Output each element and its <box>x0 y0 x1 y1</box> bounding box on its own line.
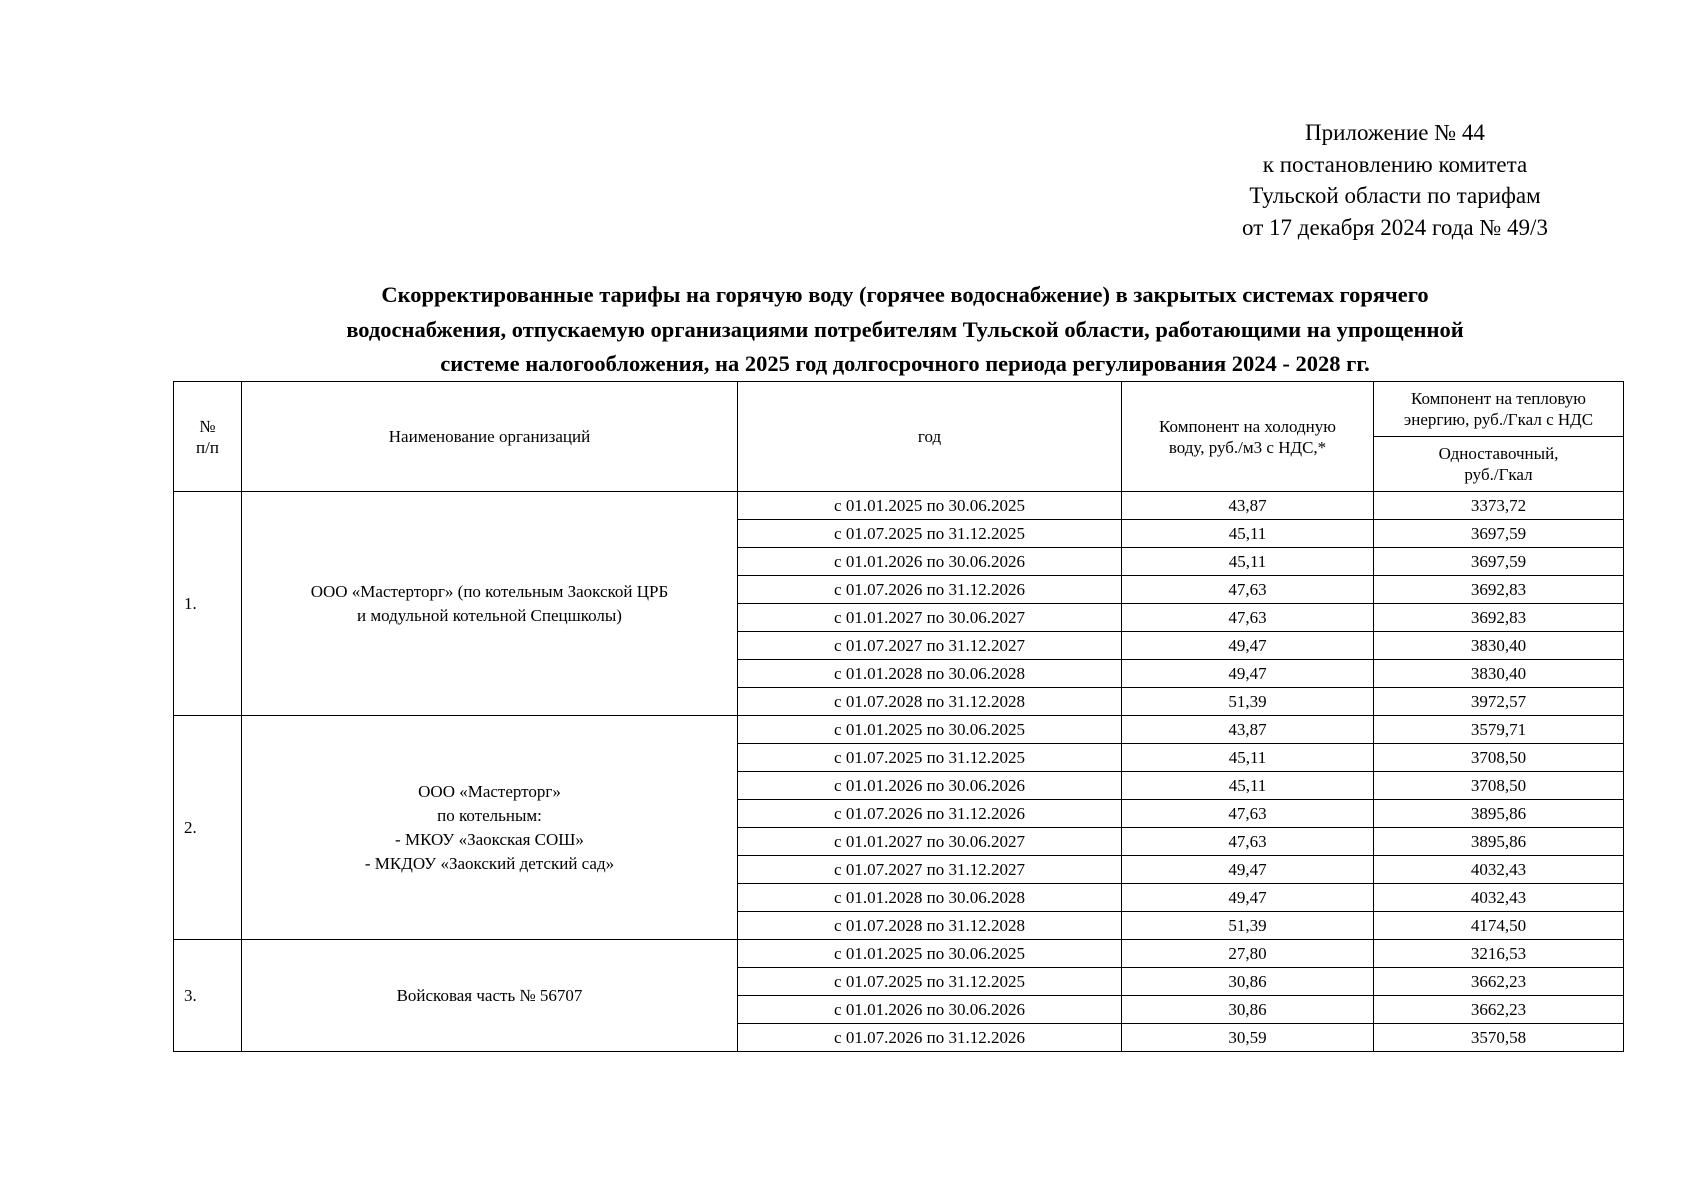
heat-energy-cell: 3708,50 <box>1374 772 1624 800</box>
cold-water-cell: 47,63 <box>1122 604 1374 632</box>
header-heat-component: Компонент на тепловую энергию, руб./Гкал с НДС <box>1374 382 1624 437</box>
table-header <box>174 382 1624 492</box>
cold-water-cell: 30,86 <box>1122 968 1374 996</box>
period-cell: с 01.01.2026 по 30.06.2026 <box>738 772 1122 800</box>
period-cell: с 01.07.2025 по 31.12.2025 <box>738 520 1122 548</box>
table-row <box>174 940 1624 968</box>
period-cell: с 01.07.2025 по 31.12.2025 <box>738 744 1122 772</box>
heat-energy-cell: 3662,23 <box>1374 996 1624 1024</box>
period-cell: с 01.07.2027 по 31.12.2027 <box>738 632 1122 660</box>
title-line: Скорректированные тарифы на горячую воду (горячее водоснабжение) в закрытых системах горячего <box>381 282 1429 307</box>
heat-energy-cell: 3662,23 <box>1374 968 1624 996</box>
org-name-line: ООО «Мастерторг» (по котельным Заокской ЦРБ <box>310 581 669 601</box>
org-name-line: и модульной котельной Спецшколы) <box>357 605 622 625</box>
period-cell: с 01.07.2028 по 31.12.2028 <box>738 688 1122 716</box>
period-cell: с 01.07.2027 по 31.12.2027 <box>738 856 1122 884</box>
header-cold-component: Компонент на холодную воду, руб./м3 с НДС,* <box>1122 382 1374 492</box>
cold-water-cell: 47,63 <box>1122 828 1374 856</box>
period-cell: с 01.07.2026 по 31.12.2026 <box>738 1024 1122 1052</box>
org-name-line: по котельным: <box>437 805 542 825</box>
cold-water-cell: 45,11 <box>1122 548 1374 576</box>
period-cell: с 01.01.2028 по 30.06.2028 <box>738 884 1122 912</box>
header-year: год <box>738 382 1122 492</box>
heat-energy-cell: 3692,83 <box>1374 576 1624 604</box>
period-cell: с 01.07.2026 по 31.12.2026 <box>738 576 1122 604</box>
annex-line: к постановлению комитета <box>1262 151 1528 177</box>
cold-water-cell: 45,11 <box>1122 520 1374 548</box>
cold-water-cell: 45,11 <box>1122 772 1374 800</box>
title-line: водоснабжения, отпускаемую организациями потребителям Тульской области, работающими на упрощенной <box>346 316 1464 342</box>
org-name-line: - МКДОУ «Заокский детский сад» <box>364 853 615 873</box>
annex-line: от 17 декабря 2024 года № 49/3 <box>1242 214 1548 240</box>
org-number: 2. <box>174 716 242 940</box>
period-cell: с 01.01.2027 по 30.06.2027 <box>738 604 1122 632</box>
heat-energy-cell: 4032,43 <box>1374 884 1624 912</box>
annex-line: Тульской области по тарифам <box>1249 183 1541 208</box>
header-single-rate: Одноставочный, руб./Гкал <box>1374 437 1624 492</box>
heat-energy-cell: 3972,57 <box>1374 688 1624 716</box>
org-name-line: Войсковая часть № 56707 <box>396 985 583 1005</box>
period-cell: с 01.01.2025 по 30.06.2025 <box>738 492 1122 520</box>
document-title <box>150 278 1660 382</box>
cold-water-cell: 30,86 <box>1122 996 1374 1024</box>
cold-water-cell: 51,39 <box>1122 912 1374 940</box>
period-cell: с 01.01.2025 по 30.06.2025 <box>738 716 1122 744</box>
heat-energy-cell: 3692,83 <box>1374 604 1624 632</box>
heat-energy-cell: 3373,72 <box>1374 492 1624 520</box>
table-row <box>174 492 1624 520</box>
period-cell: с 01.07.2028 по 31.12.2028 <box>738 912 1122 940</box>
org-name-line: ООО «Мастерторг» <box>418 781 561 801</box>
cold-water-cell: 47,63 <box>1122 576 1374 604</box>
cold-water-cell: 49,47 <box>1122 632 1374 660</box>
org-number: 1. <box>174 492 242 716</box>
period-cell: с 01.01.2026 по 30.06.2026 <box>738 996 1122 1024</box>
org-name <box>242 492 738 716</box>
period-cell: с 01.07.2026 по 31.12.2026 <box>738 800 1122 828</box>
org-number: 3. <box>174 940 242 1052</box>
cold-water-cell: 47,63 <box>1122 800 1374 828</box>
cold-water-cell: 30,59 <box>1122 1024 1374 1052</box>
heat-energy-cell: 3830,40 <box>1374 632 1624 660</box>
table-row <box>174 716 1624 744</box>
heat-energy-cell: 3697,59 <box>1374 520 1624 548</box>
period-cell: с 01.07.2025 по 31.12.2025 <box>738 968 1122 996</box>
title-line: системе налогообложения, на 2025 год долгосрочного периода регулирования 2024 - 2028 гг. <box>440 351 1370 376</box>
cold-water-cell: 49,47 <box>1122 856 1374 884</box>
header-num: № п/п <box>174 382 242 492</box>
heat-energy-cell: 3895,86 <box>1374 800 1624 828</box>
table-body <box>174 492 1624 1052</box>
cold-water-cell: 43,87 <box>1122 492 1374 520</box>
period-cell: с 01.01.2026 по 30.06.2026 <box>738 548 1122 576</box>
heat-energy-cell: 3895,86 <box>1374 828 1624 856</box>
cold-water-cell: 49,47 <box>1122 884 1374 912</box>
period-cell: с 01.01.2028 по 30.06.2028 <box>738 660 1122 688</box>
period-cell: с 01.01.2027 по 30.06.2027 <box>738 828 1122 856</box>
annex-line: Приложение № 44 <box>1305 120 1485 145</box>
org-name-line: - МКОУ «Заокская СОШ» <box>395 829 584 849</box>
org-name <box>242 716 738 940</box>
cold-water-cell: 27,80 <box>1122 940 1374 968</box>
heat-energy-cell: 3216,53 <box>1374 940 1624 968</box>
annex-block <box>1165 117 1625 243</box>
heat-energy-cell: 3570,58 <box>1374 1024 1624 1052</box>
heat-energy-cell: 4174,50 <box>1374 912 1624 940</box>
cold-water-cell: 49,47 <box>1122 660 1374 688</box>
cold-water-cell: 45,11 <box>1122 744 1374 772</box>
cold-water-cell: 43,87 <box>1122 716 1374 744</box>
heat-energy-cell: 3697,59 <box>1374 548 1624 576</box>
header-org: Наименование организаций <box>242 382 738 492</box>
heat-energy-cell: 3830,40 <box>1374 660 1624 688</box>
tariff-table <box>173 381 1624 1052</box>
cold-water-cell: 51,39 <box>1122 688 1374 716</box>
period-cell: с 01.01.2025 по 30.06.2025 <box>738 940 1122 968</box>
org-name <box>242 940 738 1052</box>
heat-energy-cell: 3579,71 <box>1374 716 1624 744</box>
heat-energy-cell: 3708,50 <box>1374 744 1624 772</box>
heat-energy-cell: 4032,43 <box>1374 856 1624 884</box>
